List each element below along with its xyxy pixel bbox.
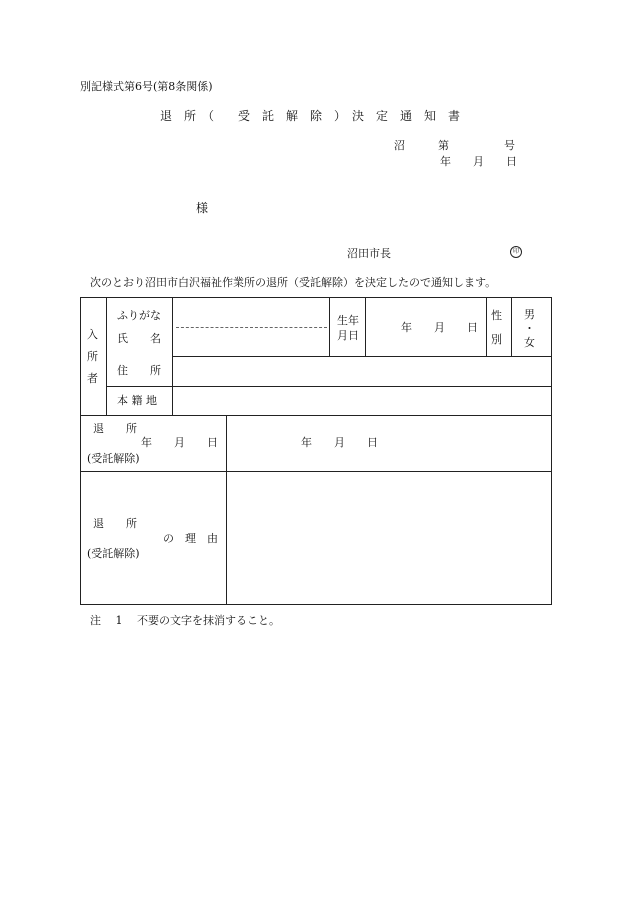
document-number: 沼 第 号 [394, 139, 515, 152]
row-divider [81, 415, 552, 416]
issuer-title: 沼田市長 [347, 247, 391, 260]
reason-label: の 理 由 [163, 532, 218, 545]
sex-label: 性 [491, 309, 502, 322]
sex-female: 女 [524, 336, 535, 349]
column-divider [172, 298, 173, 415]
sex-male: 男 [524, 308, 535, 321]
withdraw-date-label: 退 所 [93, 422, 137, 435]
seal-mark: 印 [510, 246, 522, 258]
intro-text: 次のとおり沼田市白沢福祉作業所の退所（受託解除）を決定したので通知します。 [90, 276, 497, 289]
birth-date-value: 年 月 日 [401, 321, 478, 334]
furigana-separator [176, 327, 327, 328]
address-label: 住 所 [117, 364, 161, 377]
footnote: 注 1 不要の文字を抹消すること。 [90, 614, 280, 627]
notification-form-table [80, 297, 552, 605]
document-title: 退 所 （ 受 託 解 除 ） 決 定 通 知 書 [160, 109, 461, 123]
birth-label: 生年 [337, 314, 359, 327]
domicile-label: 本 籍 地 [117, 394, 157, 407]
column-divider [486, 298, 487, 356]
row-divider [81, 471, 552, 472]
sex-label: 別 [491, 333, 502, 346]
withdraw-date-label: (受託解除) [87, 452, 140, 465]
person-label-char: 所 [87, 350, 98, 363]
name-label: 氏 名 [117, 332, 161, 345]
person-label-char: 者 [87, 372, 98, 385]
column-divider [106, 298, 107, 415]
document-date: 年 月 日 [440, 155, 517, 168]
column-divider [329, 298, 330, 356]
form-reference: 別記様式第6号(第8条関係) [80, 80, 213, 93]
person-label-char: 入 [87, 328, 98, 341]
column-divider [365, 298, 366, 356]
withdraw-date-value: 年 月 日 [301, 436, 378, 449]
column-divider [511, 298, 512, 356]
reason-label: (受託解除) [87, 547, 140, 560]
sex-dot: ・ [524, 322, 535, 335]
reason-label: 退 所 [93, 517, 137, 530]
furigana-label: ふりがな [117, 309, 161, 322]
row-divider [172, 356, 552, 357]
birth-label: 月日 [337, 329, 359, 342]
withdraw-date-label: 年 月 日 [141, 436, 218, 449]
column-divider [226, 415, 227, 605]
addressee-suffix: 様 [196, 201, 209, 215]
